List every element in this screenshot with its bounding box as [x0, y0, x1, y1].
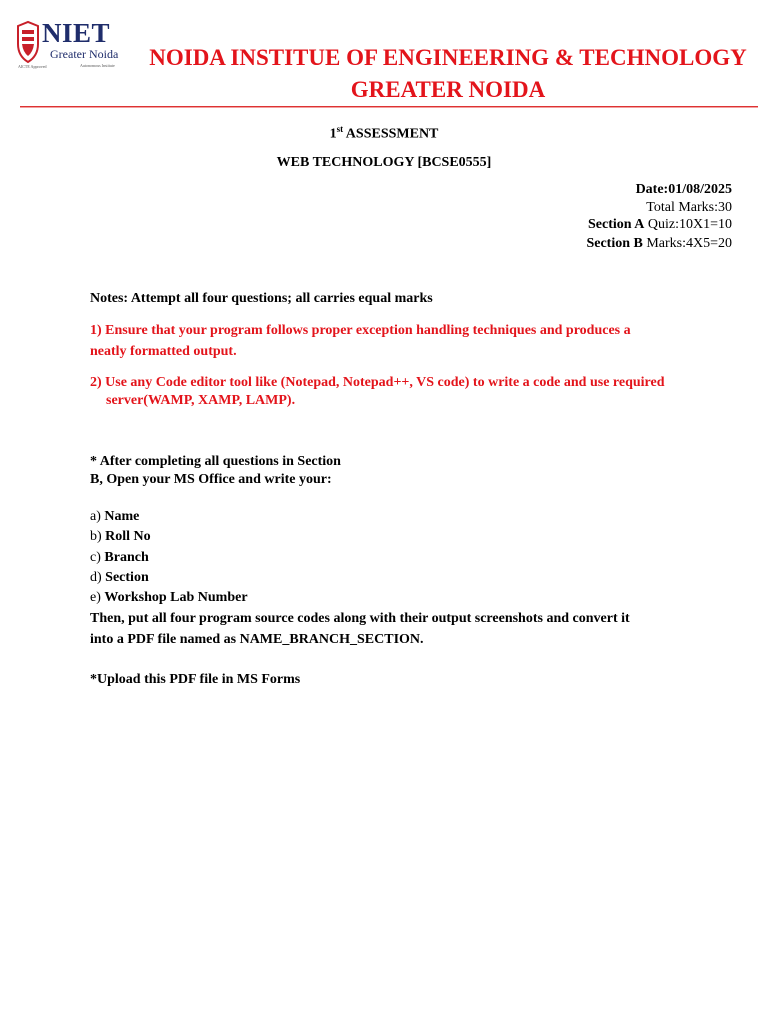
institute-name: NOIDA INSTITUE OF ENGINEERING & TECHNOLOGY: [149, 45, 747, 70]
section-a-value: Quiz:10X1=10: [644, 217, 732, 232]
note-1-line-1: 1) Ensure that your program follows proper exception handling techniques and produces a: [90, 323, 631, 338]
assessment-number: 1: [329, 126, 337, 142]
after-completion-line-2: B, Open your MS Office and write your:: [90, 472, 332, 487]
notes-heading: Notes: Attempt all four questions; all carries equal marks: [90, 291, 433, 306]
list-item-label: Branch: [104, 550, 149, 565]
list-item-prefix: a): [90, 509, 105, 524]
assessment-ordinal: st: [336, 124, 344, 134]
section-a-marks: [588, 217, 732, 233]
list-item: [90, 528, 151, 546]
logo-name: NIET: [42, 18, 111, 48]
section-b-value: Marks:4X5=20: [642, 236, 732, 251]
logo-subtitle: Greater Noida: [50, 47, 119, 61]
then-line-1: Then, put all four program source codes along with their output screenshots and convert it: [90, 611, 630, 626]
upload-instruction: *Upload this PDF file in MS Forms: [90, 672, 301, 687]
list-item-prefix: c): [90, 550, 105, 565]
note-2-line-1: 2) Use any Code editor tool like (Notepad, Notepad++, VS code) to write a code and use required: [90, 375, 665, 390]
header-divider: [20, 106, 758, 107]
list-item-label: Workshop Lab Number: [104, 590, 248, 605]
niet-logo: [14, 18, 132, 70]
list-item-label: Name: [104, 509, 140, 524]
list-item: [90, 508, 139, 526]
exam-date: Date:01/08/2025: [635, 182, 732, 197]
list-item-prefix: d): [90, 570, 106, 585]
logo-approval-text: AICTE Approved: [18, 64, 47, 69]
list-item: [90, 569, 149, 587]
section-a-label: Section A: [588, 217, 645, 232]
after-completion-line-1: * After completing all questions in Section: [90, 454, 341, 469]
subject-title: WEB TECHNOLOGY [BCSE0555]: [276, 155, 492, 170]
logo-tagline: Autonomous Institute: [80, 63, 115, 68]
list-item-label: Section: [105, 570, 149, 585]
section-b-label: Section B: [586, 236, 643, 251]
list-item-prefix: b): [90, 529, 106, 544]
total-marks: Total Marks:30: [646, 200, 732, 215]
section-b-marks: [586, 236, 732, 252]
list-item: [90, 549, 149, 567]
assessment-word: ASSESSMENT: [343, 126, 439, 142]
then-line-2: into a PDF file named as NAME_BRANCH_SECTION.: [90, 632, 424, 647]
note-2-line-2: server(WAMP, XAMP, LAMP).: [106, 393, 296, 408]
list-item-prefix: e): [90, 590, 105, 605]
list-item-label: Roll No: [105, 529, 151, 544]
assessment-title: [0, 124, 768, 143]
list-item: [90, 589, 248, 607]
note-1-line-2: neatly formatted output.: [90, 344, 237, 359]
niet-emblem-icon: [14, 20, 42, 64]
institute-city: GREATER NOIDA: [350, 77, 546, 102]
